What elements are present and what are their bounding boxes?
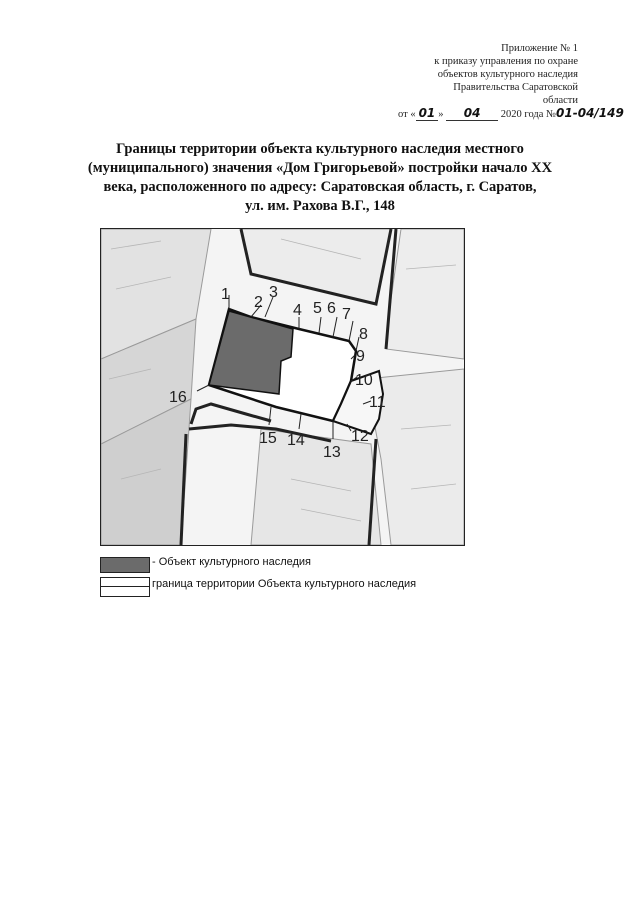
order-prefix: от «: [398, 109, 416, 120]
title-line: Границы территории объекта культурного наследия местного: [116, 141, 524, 157]
point-label: 13: [323, 444, 341, 461]
point-label: 1: [221, 286, 230, 303]
legend-boundary-label: граница территории Объекта культурного наследия: [152, 578, 417, 590]
order-reference: [398, 106, 623, 121]
order-number: 01-04/149: [556, 106, 624, 120]
appendix-line: Приложение № 1: [501, 43, 578, 54]
appendix-header: [338, 42, 578, 107]
point-label: 4: [293, 302, 302, 319]
point-label: 5: [313, 300, 322, 317]
order-quote-close: »: [438, 109, 444, 120]
title-line: века, расположенного по адресу: Саратовская область, г. Саратов,: [103, 179, 537, 195]
point-label: 7: [342, 306, 351, 323]
map-canvas: [101, 229, 464, 545]
point-label: 16: [169, 389, 187, 406]
point-label: 2: [254, 294, 263, 311]
point-label: 10: [355, 372, 373, 389]
point-label: 12: [351, 428, 369, 445]
point-label: 9: [356, 348, 365, 365]
appendix-line: к приказу управления по охране: [434, 56, 578, 67]
document-title: [60, 140, 580, 216]
object-swatch: [100, 557, 150, 573]
appendix-line: объектов культурного наследия: [437, 69, 578, 80]
boundary-swatch: [100, 577, 150, 597]
point-label: 8: [359, 326, 368, 343]
point-label: 6: [327, 300, 336, 317]
order-month: 04: [446, 106, 498, 121]
legend-object-label: - Объект культурного наследия: [152, 556, 312, 568]
point-label: 15: [259, 430, 277, 447]
appendix-line: области: [542, 95, 578, 106]
point-label: 11: [369, 394, 386, 411]
order-year-text: 2020 года №: [500, 109, 557, 120]
point-label: 14: [287, 432, 305, 449]
boundary-map: [100, 228, 465, 546]
order-day: 01: [416, 106, 439, 121]
title-line: ул. им. Рахова В.Г., 148: [245, 198, 395, 214]
title-line: (муниципального) значения «Дом Григорьевой» постройки начало XX: [87, 160, 553, 176]
point-label: 3: [269, 284, 278, 301]
appendix-line: Правительства Саратовской: [453, 82, 578, 93]
